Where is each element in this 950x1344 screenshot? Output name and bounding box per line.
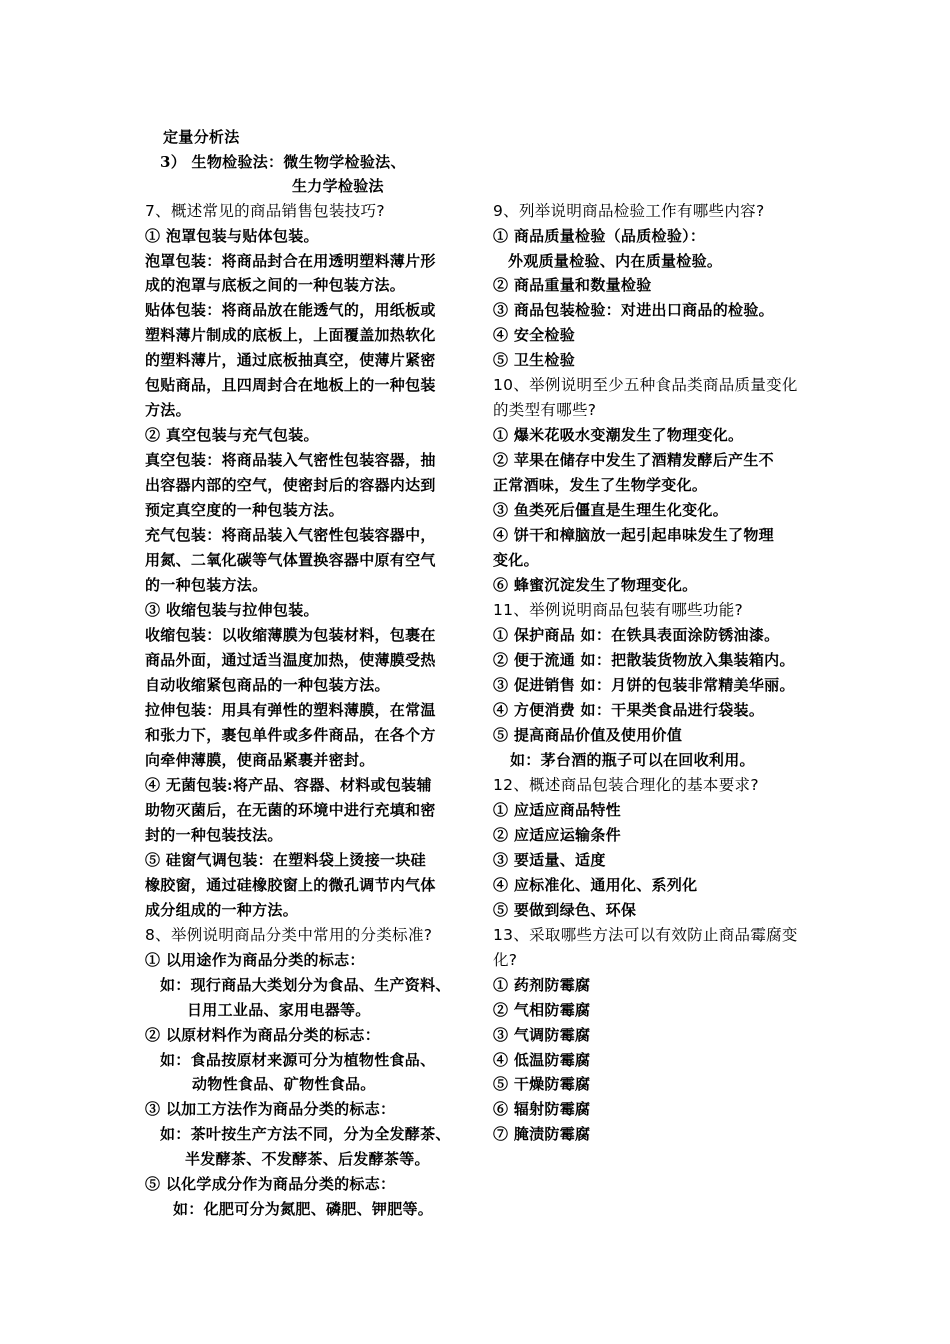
text-line: ④ 低温防霉腐: [493, 1051, 591, 1069]
text-line: 拉伸包装：用具有弹性的塑料薄膜，在常温: [145, 701, 436, 719]
text-line: ④ 饼干和樟脑放一起引起串味发生了物理: [493, 526, 774, 544]
text-line: 3） 生物检验法：微生物学检验法、: [160, 153, 406, 171]
text-line: 的一种包装方法。: [145, 576, 268, 594]
text-line: ③ 收缩包装与拉伸包装。: [145, 601, 319, 619]
text-line: ① 爆米花吸水变潮发生了物理变化。: [493, 426, 744, 444]
question-heading: 7、概述常见的商品销售包装技巧?: [145, 202, 385, 220]
question-heading: 12、概述商品包装合理化的基本要求?: [493, 776, 759, 794]
text-line: 向牵伸薄膜，使商品紧裹并密封。: [145, 751, 375, 769]
text-line: 如：化肥可分为氮肥、磷肥、钾肥等。: [173, 1200, 434, 1218]
text-line: 半发酵茶、不发酵茶、后发酵茶等。: [185, 1150, 430, 1168]
text-line: ④ 无菌包装:将产品、容器、材料或包装辅: [145, 776, 432, 794]
text-line: ④ 安全检验: [493, 326, 576, 344]
text-line: 和张力下，裹包单件或多件商品，在各个方: [145, 726, 436, 744]
text-line: 泡罩包装：将商品封合在用透明塑料薄片形: [145, 252, 436, 270]
text-line: ⑦ 腌渍防霉腐: [493, 1125, 591, 1143]
text-line: 变化。: [493, 551, 539, 569]
text-line: ② 商品重量和数量检验: [493, 276, 652, 294]
text-line: ① 药剂防霉腐: [493, 976, 591, 994]
text-line: ③ 以加工方法作为商品分类的标志：: [145, 1100, 396, 1118]
text-line: 日用工业品、家用电器等。: [187, 1001, 371, 1019]
text-line: 如：食品按原材来源可分为植物性食品、: [160, 1051, 436, 1069]
text-line: 外观质量检验、内在质量检验。: [508, 252, 723, 270]
text-line: 贴体包装：将商品放在能透气的，用纸板或: [145, 301, 436, 319]
text-line: 生力学检验法: [292, 177, 384, 195]
text-line: ④ 应标准化、通用化、系列化: [493, 876, 698, 894]
text-line: ⑤ 提高商品价值及使用价值: [493, 726, 683, 744]
text-line: 橡胶窗，通过硅橡胶窗上的微孔调节内气体: [145, 876, 436, 894]
question-heading: 8、举例说明商品分类中常用的分类标准?: [145, 926, 433, 944]
text-line: ② 苹果在储存中发生了酒精发酵后产生不: [493, 451, 774, 469]
text-line: ⑤ 卫生检验: [493, 351, 576, 369]
text-line: ⑥ 蜂蜜沉淀发生了物理变化。: [493, 576, 698, 594]
text-line: 充气包装：将商品装入气密性包装容器中，: [145, 526, 436, 544]
text-line: ⑤ 硅窗气调包装：在塑料袋上烫接一块硅: [145, 851, 426, 869]
text-line: 助物灭菌后，在无菌的环境中进行充填和密: [145, 801, 436, 819]
text-line: 预定真空度的一种包装方法。: [145, 501, 344, 519]
question-heading: 9、列举说明商品检验工作有哪些内容?: [493, 202, 765, 220]
text-line: 商品外面，通过适当温度加热，使薄膜受热: [145, 651, 436, 669]
text-line: 定量分析法: [163, 128, 240, 146]
text-line: ⑤ 以化学成分作为商品分类的标志：: [145, 1175, 396, 1193]
text-line: 出容器内部的空气，使密封后的容器内达到: [145, 476, 436, 494]
text-line: ① 商品质量检验（品质检验）：: [493, 227, 706, 245]
text-line: 成分组成的一种方法。: [145, 901, 299, 919]
text-line: 正常酒味，发生了生物学变化。: [493, 476, 708, 494]
question-heading: 化?: [493, 951, 518, 969]
text-line: 如：茅台酒的瓶子可以在回收利用。: [510, 751, 755, 769]
text-line: ③ 气调防霉腐: [493, 1026, 591, 1044]
text-line: ① 泡罩包装与贴体包装。: [145, 227, 319, 245]
text-line: 动物性食品、矿物性食品。: [192, 1075, 376, 1093]
text-line: ② 以原材料作为商品分类的标志：: [145, 1026, 381, 1044]
text-line: ② 气相防霉腐: [493, 1001, 591, 1019]
text-line: ⑥ 辐射防霉腐: [493, 1100, 591, 1118]
text-line: 用氮、二氧化碳等气体置换容器中原有空气: [145, 551, 436, 569]
text-line: ③ 鱼类死后僵直是生理生化变化。: [493, 501, 729, 519]
text-line: ④ 方便消费 如：干果类食品进行袋装。: [493, 701, 765, 719]
text-line: ⑤ 干燥防霉腐: [493, 1075, 591, 1093]
text-line: 收缩包装：以收缩薄膜为包装材料，包裹在: [145, 626, 436, 644]
text-line: ② 便于流通 如：把散装货物放入集装箱内。: [493, 651, 795, 669]
text-line: 真空包装：将商品装入气密性包装容器，抽: [145, 451, 436, 469]
question-heading: 11、举例说明商品包装有哪些功能?: [493, 601, 744, 619]
text-line: ③ 要适量、适度: [493, 851, 606, 869]
text-line: 成的泡罩与底板之间的一种包装方法。: [145, 276, 406, 294]
text-line: ② 真空包装与充气包装。: [145, 426, 319, 444]
text-line: 封的一种包装技法。: [145, 826, 283, 844]
text-line: ① 以用途作为商品分类的标志：: [145, 951, 365, 969]
question-heading: 10、举例说明至少五种食品类商品质量变化: [493, 376, 798, 394]
text-line: ① 保护商品 如：在铁具表面涂防锈油漆。: [493, 626, 780, 644]
text-line: ⑤ 要做到绿色、环保: [493, 901, 637, 919]
text-line: 的塑料薄片，通过底板抽真空，使薄片紧密: [145, 351, 436, 369]
text-line: 如：现行商品大类划分为食品、生产资料、: [160, 976, 451, 994]
question-heading: 的类型有哪些?: [493, 401, 597, 419]
text-line: ① 应适应商品特性: [493, 801, 621, 819]
text-line: 方法。: [145, 401, 191, 419]
text-line: ③ 促进销售 如：月饼的包装非常精美华丽。: [493, 676, 795, 694]
text-line: 自动收缩紧包商品的一种包装方法。: [145, 676, 390, 694]
text-line: ③ 商品包装检验：对进出口商品的检验。: [493, 301, 774, 319]
text-line: ② 应适应运输条件: [493, 826, 621, 844]
text-line: 包贴商品，且四周封合在地板上的一种包装: [145, 376, 436, 394]
text-line: 塑料薄片制成的底板上，上面覆盖加热软化: [145, 326, 436, 344]
question-heading: 13、采取哪些方法可以有效防止商品霉腐变: [493, 926, 798, 944]
text-line: 如：茶叶按生产方法不同，分为全发酵茶、: [160, 1125, 451, 1143]
